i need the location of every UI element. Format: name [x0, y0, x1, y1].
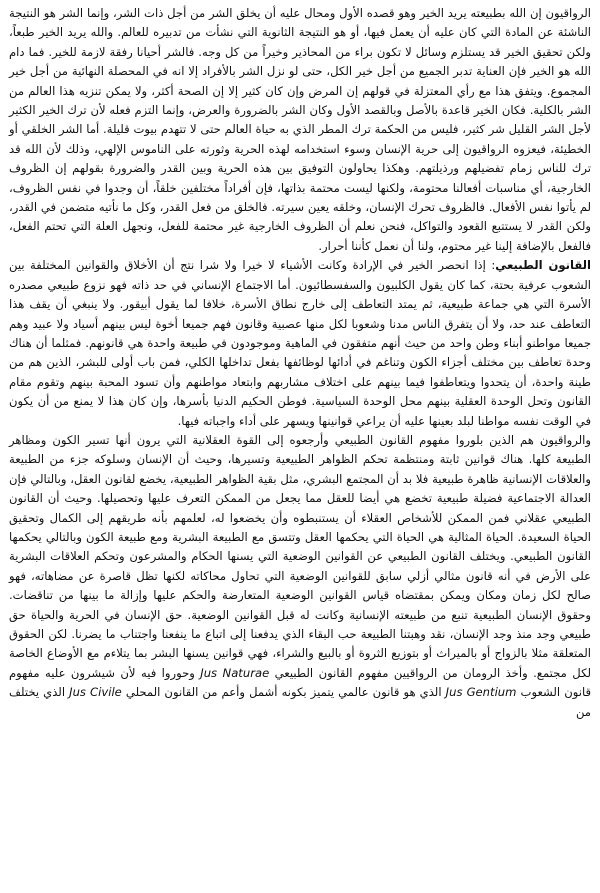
paragraph-3-text-c: الذي هو قانون عالمي يتميز بكونه أشمل وأعم من القانون المحلي	[125, 685, 442, 700]
latin-term-jus-gentium: Jus Gentium	[445, 685, 517, 700]
paragraph-3-text: والرواقيون هم الذين بلوروا مفهوم القانون الطبيعي وأرجعوه إلى القوة العقلانية التي يرون أنها تسير الكون ومظاهر الطبيعة كلها. هناك قوانين ثابتة ومنتظمة تحكم الظواهر الطبيعية وتسيرها، وحيث أن الإنسان وسلوكه جزء من الطبيعة والعلاقات الإنسانية ظاهرة طبيعية فلا بد أن المجتمع البشري، مثل بقية الظواهر الطبيعية، يخضع لقانون العقل، وبالتالي فإن العدالة الاجتماعية فضيلة طبيعية تخضع هي أيضا للعقل مما يجعل من الممكن التعرف عليها وتحصيلها. وحيث أن القانون الطبيعي عقلاني فمن الممكن للأشخاص العقلاء أن يستنبطوه وأن يخضعوا له، لعلمهم بأنه طريقهم إلى الكمال وتحقيق الحياة السعيدة. الحياة المثالية هي الحياة التي يحكمها العقل وتتسق مع الطبيعة البشرية ومع طبيعة الكون وبالتالي يحكمها القانون الطبيعي. ويختلف القانون الطبيعي عن القوانين الوضعية التي يسنها الحكام والمشرعون وتحكم العلاقات البشرية على الأرض في أنه قانون مثالي أزلي سابق للقوانين الوضعية التي تحاول محاكاته لكنها تظل قاصرة عن مضاهاته، فهو صالح لكل زمان ومكان ويمكن بمقتضاه قياس القوانين الوضعية المتعارضة والحكم عليها وإزالة ما بينها من تناقضات. وحقوق الإنسان الطبيعية تنبع من طبيعته الإنسانية وكانت له قبل القوانين الوضعية. حق الإنسان في الحرية والحياة حق طبيعي وجد منذ وجد الإنسان، نقد وهبتنا الطبيعة حب البقاء الذي يدفعنا إلى اتباع ما ينفعنا واجتناب ما يضرنا. لكن الحقوق المتعلقة مثلا بالزواج أو بالميراث أو بتوزيع الثروة أو بالبيع والشراء، فهي قوانين يسنها البشر بما يتلاءم مع الأوضاع الخاصة لكل مجتمع. وأخذ الرومان من الرواقيين مفهوم القانون الطبيعي	[9, 432, 592, 680]
latin-term-jus-naturae: Jus Naturae	[200, 665, 270, 680]
section-heading: القانون الطبيعي	[495, 258, 591, 273]
paragraph-3	[9, 431, 591, 722]
paragraph-3-text-d: الذي يختلف من	[9, 685, 591, 719]
paragraph-2	[9, 256, 591, 431]
paragraph-2-body: : إذا انحصر الخير في الإرادة وكانت الأشياء لا خيرا ولا شرا نتج أن الأخلاق والقوانين المختلفة بين الشعوب عرفية بحتة، كما كان يقول الكلبيون والسفسطائيون. أما الاجتماع الإنساني في حد ذاته فهو نزوع طبيعي مصدره الأسرة التي هي جماعة طبيعية، ثم يمتد التعاطف إلى خارج نطاق الأسرة، خلافا لما يقول أبيقور. ولا ينبغي أن يقف هذا التعاطف عند حد، ولا أن يتفرق الناس مدنا وشعوبا لكل منها عصبية وقانون فهم جميعا أخوة ليس بينهم أسياد ولا عبيد وهم جميعا مواطنو أبناء وطن واحد من حيث أنهم متفقون في الماهية وموجودون في طبيعة واحدة هي قانونهم. فمثلما أن هناك وحدة تعاطف بين مختلف أجزاء الكون وتناغم في أدائها لوظائفها بفعل تداخلها الكلي، فمن باب أولى للبشر، الذين هم من طينة واحدة، أن يتحدوا ويتعاطفوا فيما بينهم على اختلاف مشاربهم وابتعاد مواطنهم وأن تسود المحبة بينهم وتقوم مقام القانون وتحل الوحدة العقلية بينهم محل الوحدة السياسية. فوطن الحكيم الدنيا بأسرها، وإن كان هذا لا يمنع من أن يكون في الوقت نفسه مواطنا لبلد بعينها عليه أن يراعي قوانينها ويسهر على أداء واجباته فيها.	[9, 258, 591, 428]
latin-term-jus-civile: Jus Civile	[69, 685, 122, 700]
paragraph-3-text-b: وحوروا فيه لأن شيشرون عليه مفهوم قانون الشعوب	[9, 665, 592, 700]
paragraph-1: الرواقيون إن الله بطبيعته يريد الخير وهو قصده الأول ومحال عليه أن يخلق الشر من أجل ذات الشر، وإنما الشر هو النتيجة الناشئة عن المادة التي كان عليه أن يعمل فيها، أو هو النتيجة الثانوية التي نشأت من تدبيره للعالم. والله يريد الخير طبعاً، ولكن تحقيق الخير قد يستلزم وسائل لا تكون براء من المحاذير وخيراً من كل وجه. فالشر أحيانا رفقة لازمة للخير. فما دام الله هو الخير فإن العناية تدبر الجميع من أجل خير الكل، حتى لو نزل الشر بالأفراد إلا انه في المحصلة النهائية من أجل خير المجموع. ويتفق هذا مع رأي المعتزلة في قولهم إن المرض وإن كان كثير إلا إن الصحة أكثر، ولا يمكن تنزيه هذا العالم من الشر بالكلية. فكان الخير قاعدة بالأصل وبالقصد الأول وكان الشر بالضرورة والعرض، وإنما التزم فعله لأن ترك الخير الكثير لأجل الشر القليل شر كثير، فليس من الحكمة ترك المطر الذي به حياة العالم حتى لا تتهدم بيوت قليلة. أما الشر الخلقي أو الخطيئة، فيعزوه الرواقيون إلى حرية الإنسان وسوء استخدامه لهذه الحرية وثورته على الناموس الإلهي، وذلك لأن الله قد ترك للناس زمام تفضيلهم ورذيلتهم. وهكذا يحاولون التوفيق بين هذه الحرية وبين القدر والضرورة بقولهم إن الظروف الخارجية، أي مناسبات أفعالنا محتومة، ولكنها ليست محتمة بذاتها، فإن أفراداً مختلفين خلقاً، أن وجدوا في نفس الظروف، لم يأتوا نفس الأفعال. فالظروف تحرك الإنسان، وخلقه يعين سيرته. فالخلق من فعل القدر، وكل ما نأتيه متضمن في القدر، ولكن القدر لا يستتبع القعود والتواكل، فنحن نعلم أن الظروف الخارجية غير محتمة للفعل، ونجهل العلة التي تحتم الفعل، فالفعل بالإضافة إلينا غير محتوم، ولنا أن نعمل كأننا أحرار.	[9, 6, 591, 253]
